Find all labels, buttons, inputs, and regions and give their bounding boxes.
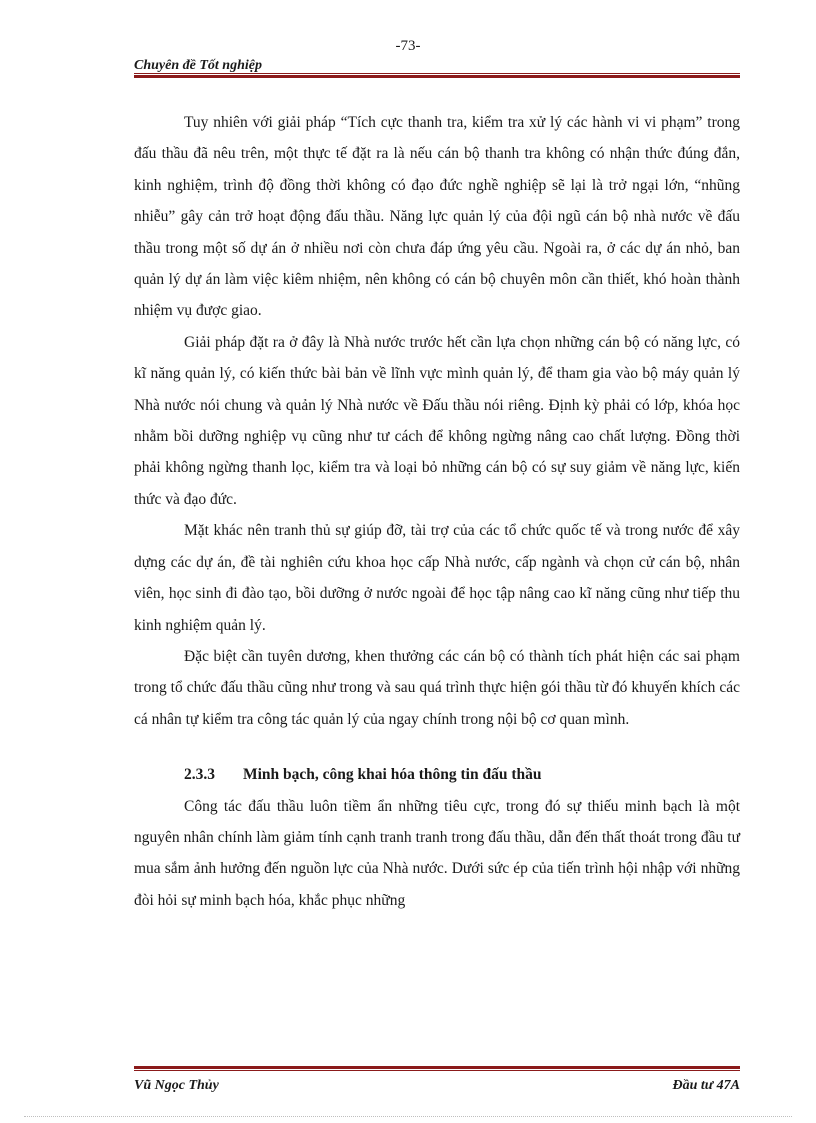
section-number: 2.3.3 — [184, 766, 215, 784]
footer-class: Đầu tư 47A — [672, 1078, 740, 1093]
footer-author: Vũ Ngọc Thủy — [134, 1078, 219, 1093]
page-edge-dots — [24, 1116, 792, 1117]
paragraph: Giải pháp đặt ra ở đây là Nhà nước trước hết cần lựa chọn những cán bộ có năng lực, có kĩ năng quản lý, có kiến thức bài bản về lĩnh vực mình quản lý, để tham gia vào bộ máy quản lý Nhà nước nói chung và quản lý Nhà nước về Đấu thầu nói riêng. Định kỳ phải có lớp, khóa học nhằm bồi dưỡng nghiệp vụ cũng như tư cách để không ngừng nâng cao chất lượng. Đồng thời phải không ngừng thanh lọc, kiểm tra và loại bỏ những cán bộ có sự suy giảm về năng lực, kiến thức và đạo đức. — [134, 333, 740, 508]
paragraph: Mặt khác nên tranh thủ sự giúp đỡ, tài trợ của các tổ chức quốc tế và trong nước để xây dựng các dự án, đề tài nghiên cứu khoa học cấp Nhà nước, cấp ngành và chọn cử cán bộ, nhân viên, học sinh đi đào tạo, bồi dưỡng ở nước ngoài để học tập nâng cao kĩ năng cũng như tiếp thu kinh nghiệm quản lý. — [134, 522, 740, 634]
page-number: -73- — [395, 38, 421, 54]
header-title: Chuyên đề Tốt nghiệp — [134, 58, 262, 73]
footer-rule — [134, 1066, 740, 1071]
paragraph: Đặc biệt cần tuyên dương, khen thưởng các cán bộ có thành tích phát hiện các sai phạm trong tổ chức đấu thầu cũng như trong và sau quá trình thực hiện gói thầu từ đó khuyến khích các cá nhân tự kiểm tra công tác quản lý của ngay chính trong nội bộ cơ quan mình. — [134, 647, 740, 728]
section-heading — [134, 759, 740, 790]
paragraph: Công tác đấu thầu luôn tiềm ẩn những tiêu cực, trong đó sự thiếu minh bạch là một nguyên nhân chính làm giảm tính cạnh tranh tranh trong đấu thầu, dẫn đến thất thoát trong đầu tư mua sắm ảnh hưởng đến nguồn lực của Nhà nước. Dưới sức ép của tiến trình hội nhập với những đòi hỏi sự minh bạch hóa, khắc phục những — [134, 797, 740, 909]
header-rule — [134, 73, 740, 78]
body-text — [134, 107, 740, 916]
paragraph: Tuy nhiên với giải pháp “Tích cực thanh tra, kiểm tra xử lý các hành vi vi phạm” trong đấu thầu đã nêu trên, một thực tế đặt ra là nếu cán bộ thanh tra không có nhận thức đúng đắn, kinh nghiệm, trình độ đồng thời không có đạo đức nghề nghiệp sẽ lại là trở ngại lớn, “nhũng nhiễu” gây cản trở hoạt động đấu thầu. Năng lực quản lý của đội ngũ cán bộ nhà nước về đấu thầu trong một số dự án ở nhiều nơi còn chưa đáp ứng yêu cầu. Ngoài ra, ở các dự án nhỏ, ban quản lý dự án làm việc kiêm nhiệm, nên không có cán bộ chuyên môn cần thiết, khó hoàn thành nhiệm vụ được giao. — [134, 114, 740, 320]
section-title: Minh bạch, công khai hóa thông tin đấu thầu — [243, 766, 542, 784]
